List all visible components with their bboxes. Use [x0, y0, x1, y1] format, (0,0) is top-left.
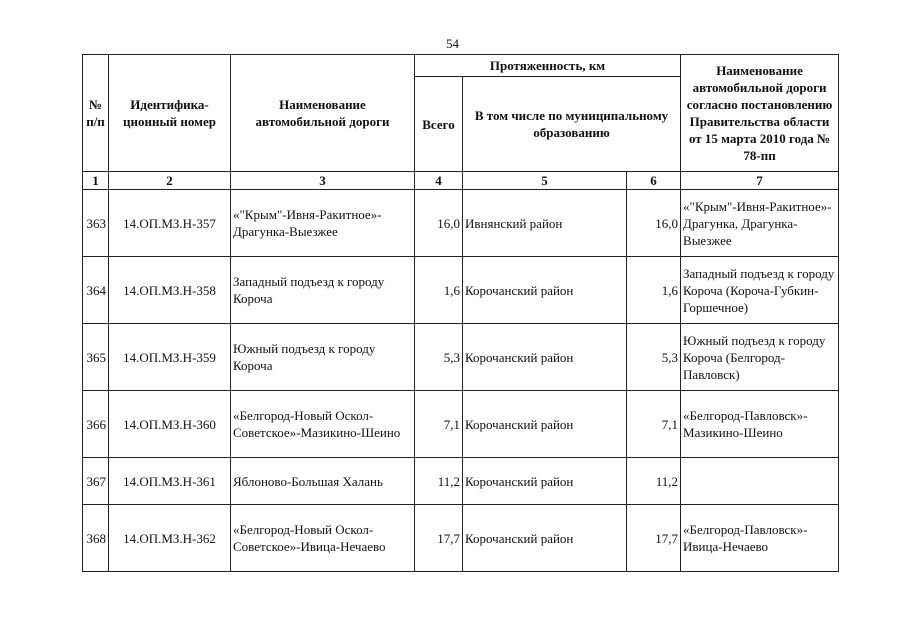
row-num: 364 [83, 257, 109, 324]
row-district: Корочанский район [463, 458, 627, 505]
column-number: 1 [83, 172, 109, 190]
row-num: 365 [83, 324, 109, 391]
row-num: 366 [83, 391, 109, 458]
row-district-km: 7,1 [627, 391, 681, 458]
row-total: 16,0 [415, 190, 463, 257]
row-total: 17,7 [415, 505, 463, 572]
column-number: 5 [463, 172, 627, 190]
row-id: 14.ОП.МЗ.Н-361 [109, 458, 231, 505]
row-num: 363 [83, 190, 109, 257]
row-old-name: «Белгород-Павловск»-Ивица-Нечаево [681, 505, 839, 572]
row-total: 5,3 [415, 324, 463, 391]
row-id: 14.ОП.МЗ.Н-362 [109, 505, 231, 572]
row-district: Корочанский район [463, 505, 627, 572]
header-total: Всего [415, 77, 463, 172]
column-number-row [83, 172, 839, 190]
row-district: Корочанский район [463, 324, 627, 391]
row-id: 14.ОП.МЗ.Н-359 [109, 324, 231, 391]
table-row [83, 324, 839, 391]
column-number: 7 [681, 172, 839, 190]
header-length-group: Протяженность, км [415, 55, 681, 77]
row-id: 14.ОП.МЗ.Н-357 [109, 190, 231, 257]
row-total: 1,6 [415, 257, 463, 324]
row-district-km: 5,3 [627, 324, 681, 391]
column-number: 4 [415, 172, 463, 190]
row-num: 367 [83, 458, 109, 505]
column-number: 6 [627, 172, 681, 190]
column-number: 2 [109, 172, 231, 190]
row-num: 368 [83, 505, 109, 572]
row-old-name: «Белгород-Павловск»-Мазикино-Шеино [681, 391, 839, 458]
row-district: Ивнянский район [463, 190, 627, 257]
header-num: № п/п [83, 55, 109, 172]
roads-table [82, 54, 839, 572]
row-name: Западный подъезд к городу Короча [231, 257, 415, 324]
row-total: 11,2 [415, 458, 463, 505]
table-row [83, 257, 839, 324]
row-district: Корочанский район [463, 257, 627, 324]
column-number: 3 [231, 172, 415, 190]
row-id: 14.ОП.МЗ.Н-360 [109, 391, 231, 458]
header-id: Идентифика-ционный номер [109, 55, 231, 172]
row-name: Яблоново-Большая Халань [231, 458, 415, 505]
table-row [83, 391, 839, 458]
row-name: «"Крым"-Ивня-Ракитное»-Драгунка-Выезжее [231, 190, 415, 257]
header-name: Наименование автомобильной дороги [231, 55, 415, 172]
row-old-name: Южный подъезд к городу Короча (Белгород-Павловск) [681, 324, 839, 391]
row-old-name: «"Крым"-Ивня-Ракитное»-Драгунка, Драгунка-Выезжее [681, 190, 839, 257]
page-number: 54 [446, 36, 459, 51]
header-municipal: В том числе по муниципальному образованию [463, 77, 681, 172]
row-district: Корочанский район [463, 391, 627, 458]
row-district-km: 11,2 [627, 458, 681, 505]
row-total: 7,1 [415, 391, 463, 458]
row-old-name: Западный подъезд к городу Короча (Короча-Губкин-Горшечное) [681, 257, 839, 324]
row-district-km: 1,6 [627, 257, 681, 324]
table-row [83, 505, 839, 572]
row-district-km: 17,7 [627, 505, 681, 572]
row-name: «Белгород-Новый Оскол-Советское»-Ивица-Нечаево [231, 505, 415, 572]
row-id: 14.ОП.МЗ.Н-358 [109, 257, 231, 324]
row-old-name [681, 458, 839, 505]
row-name: «Белгород-Новый Оскол-Советское»-Мазикино-Шеино [231, 391, 415, 458]
header-resolution-name: Наименование автомобильной дороги согласно постановлению Правительства области от 15 марта 2010 года № 78-пп [681, 55, 839, 172]
table-row [83, 458, 839, 505]
row-district-km: 16,0 [627, 190, 681, 257]
table-row [83, 190, 839, 257]
row-name: Южный подъезд к городу Короча [231, 324, 415, 391]
